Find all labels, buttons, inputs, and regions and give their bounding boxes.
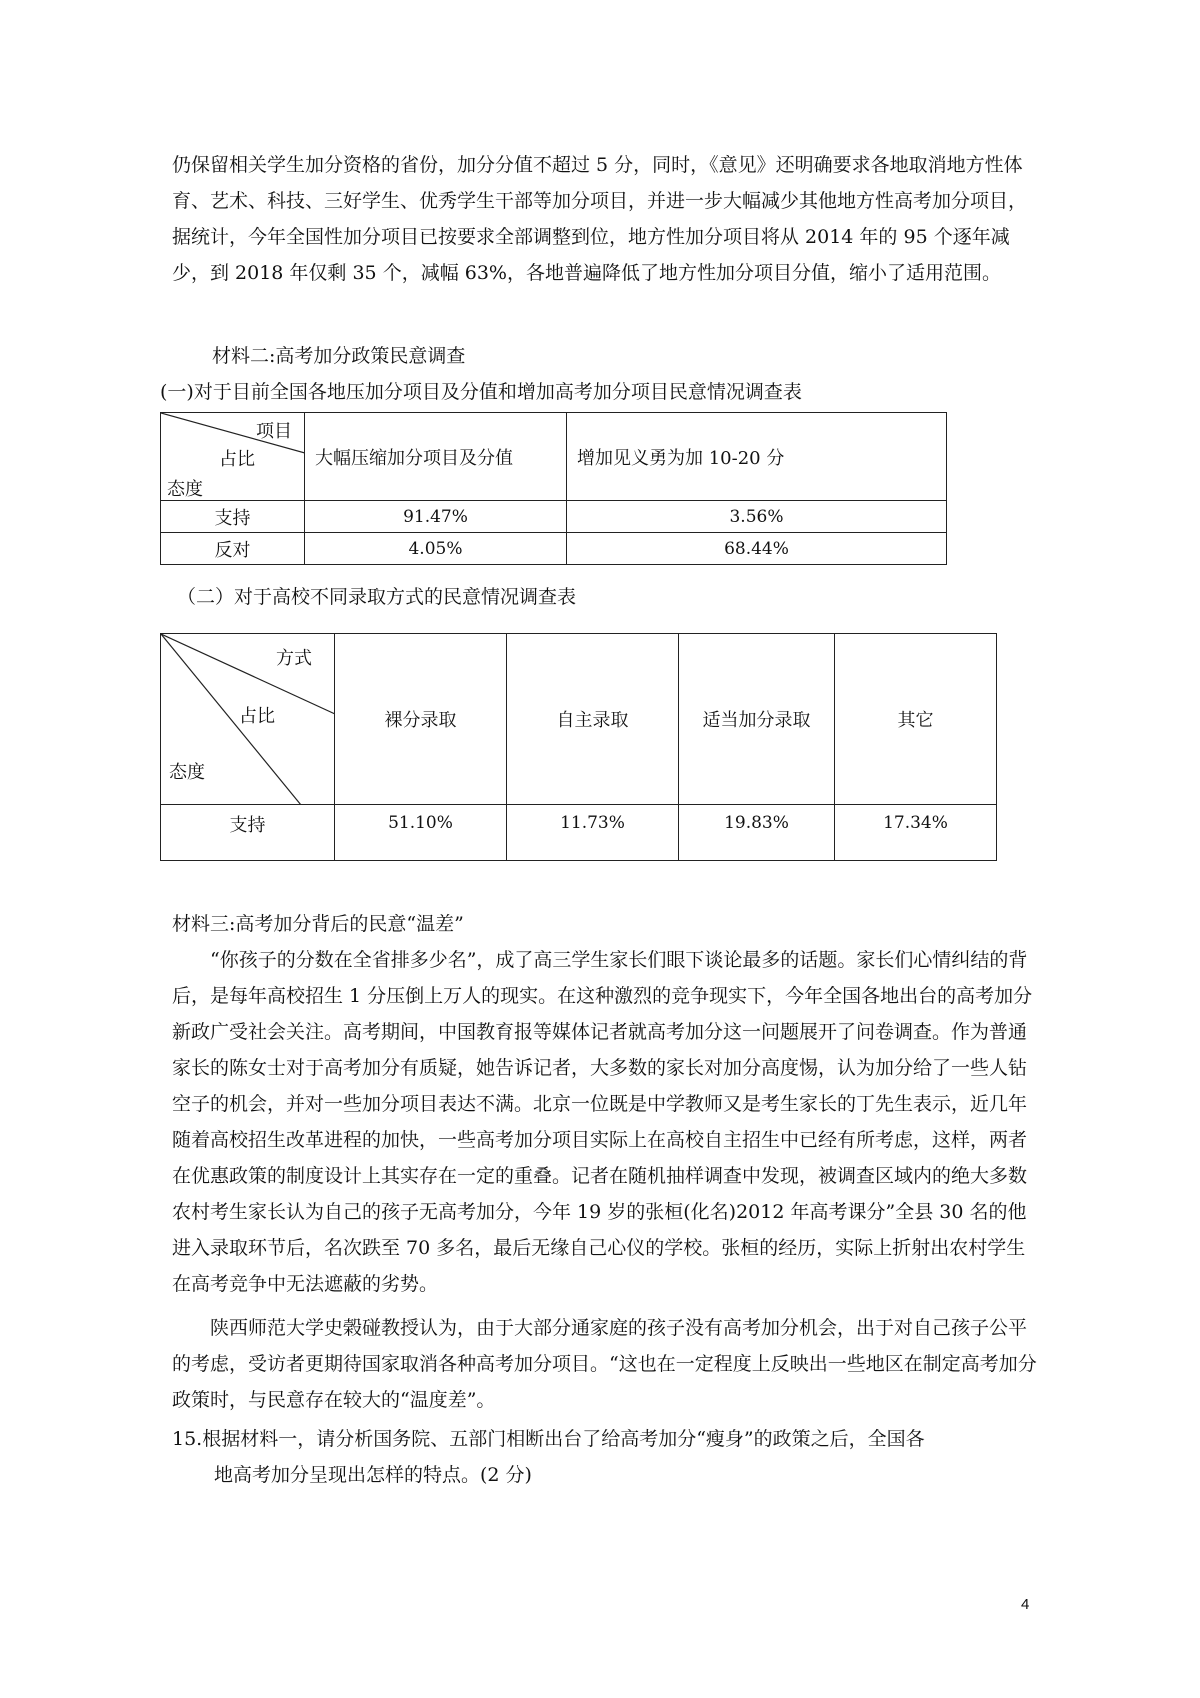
table2-col-header: 自主录取 bbox=[507, 634, 679, 805]
table1-corner-bottom: 态度 bbox=[167, 479, 203, 500]
table-row bbox=[161, 533, 947, 565]
table2-cell: 51.10% bbox=[335, 805, 507, 861]
paragraph-material3-body: “你孩子的分数在全省排多少名”，成了高三学生家长们眼下谈论最多的话题。家长们心情纠结的背后，是每年高校招生 1 分压倒上万人的现实。在这种激烈的竞争现实下，今年全国各地出台的高考加分新政广受社会关注。高考期间，中国教育报等媒体记者就高考加分这一问题展开了问卷调查。作为普通家长的陈女士对于高考加分有质疑，她告诉记者，大多数的家长对加分高度惕，认为加分给了一些人钻空子的机会，并对一些加分项目表达不满。北京一位既是中学教师又是考生家长的丁先生表示，近几年随着高校招生改革进程的加快，一些高考加分项目实际上在高校自主招生中已经有所考虑，这样，两者在优惠政策的制度设计上其实存在一定的重叠。记者在随机抽样调查中发现，被调查区域内的绝大多数农村考生家长认为自己的孩子无高考加分，今年 19 岁的张桓(化名)2012 年高考课分”全县 30 名的他进入录取环节后，名次跌至 70 多名，最后无缘自己心仪的学校。张桓的经历，实际上折射出农村学生在高考竞争中无法遮蔽的劣势。 bbox=[172, 949, 1033, 1295]
table2-corner-bottom: 态度 bbox=[169, 762, 205, 783]
table2-col-header: 裸分录取 bbox=[335, 634, 507, 805]
table1-cell: 91.47% bbox=[305, 501, 567, 533]
table2-cell: 17.34% bbox=[835, 805, 997, 861]
question-15 bbox=[172, 1421, 1040, 1493]
table1-cell: 68.44% bbox=[567, 533, 947, 565]
survey-table-2 bbox=[160, 633, 997, 861]
paragraph-material3-expert: 陕西师范大学史榖碰教授认为，由于大部分通家庭的孩子没有高考加分机会，出于对自己孩子公平的考虑，受访者更期待国家取消各种高考加分项目。“这也在一定程度上反映出一些地区在制定高考加分政策时，与民意存在较大的“温度差”。 bbox=[172, 1317, 1037, 1411]
page-number: 4 bbox=[1021, 1596, 1030, 1613]
table2-col-header: 适当加分录取 bbox=[679, 634, 835, 805]
table2-col-header: 其它 bbox=[835, 634, 997, 805]
material3-heading: 材料三:高考加分背后的民意“温差” bbox=[172, 913, 464, 935]
table1-row-label: 反对 bbox=[161, 533, 305, 565]
table1-col-header: 大幅压缩加分项目及分值 bbox=[305, 413, 567, 501]
table1-row-label: 支持 bbox=[161, 501, 305, 533]
table1-col-header: 增加见义勇为加 10-20 分 bbox=[567, 413, 947, 501]
table1-cell: 4.05% bbox=[305, 533, 567, 565]
table2-cell: 19.83% bbox=[679, 805, 835, 861]
table2-corner-mid: 占比 bbox=[239, 706, 275, 727]
table2-row-label: 支持 bbox=[161, 805, 335, 861]
table1-corner-top: 项目 bbox=[256, 421, 292, 442]
table1-corner-cell bbox=[161, 413, 305, 501]
paragraph-material1-continued: 仍保留相关学生加分资格的省份，加分分值不超过 5 分，同时，《意见》还明确要求各地取消地方性体育、艺术、科技、三好学生、优秀学生干部等加分项目，并进一步大幅减少其他地方性高考加分项目，据统计，今年全国性加分项目已按要求全部调整到位，地方性加分项目将从 2014 年的 95 个逐年减少，到 2018 年仅剩 35 个，减幅 63%，各地普遍降低了地方性加分项目分值，缩小了适用范围。 bbox=[172, 154, 1028, 284]
question-line-1: 15.根据材料一，请分析国务院、五部门相断出台了给高考加分“瘦身”的政策之后，全国各 bbox=[172, 1428, 925, 1450]
table2-cell: 11.73% bbox=[507, 805, 679, 861]
table2-corner-cell bbox=[161, 634, 335, 805]
table1-corner-mid: 占比 bbox=[219, 449, 255, 470]
table2-caption: （二）对于高校不同录取方式的民意情况调查表 bbox=[177, 586, 577, 608]
table-row bbox=[161, 501, 947, 533]
survey-table-1 bbox=[160, 412, 947, 565]
table-row bbox=[161, 805, 997, 861]
table1-cell: 3.56% bbox=[567, 501, 947, 533]
question-line-2: 地高考加分呈现出怎样的特点。(2 分) bbox=[214, 1464, 532, 1486]
table1-caption: (一)对于目前全国各地压加分项目及分值和增加高考加分项目民意情况调查表 bbox=[160, 381, 802, 403]
material2-heading: 材料二:高考加分政策民意调查 bbox=[212, 345, 466, 367]
table2-corner-top: 方式 bbox=[276, 648, 312, 669]
